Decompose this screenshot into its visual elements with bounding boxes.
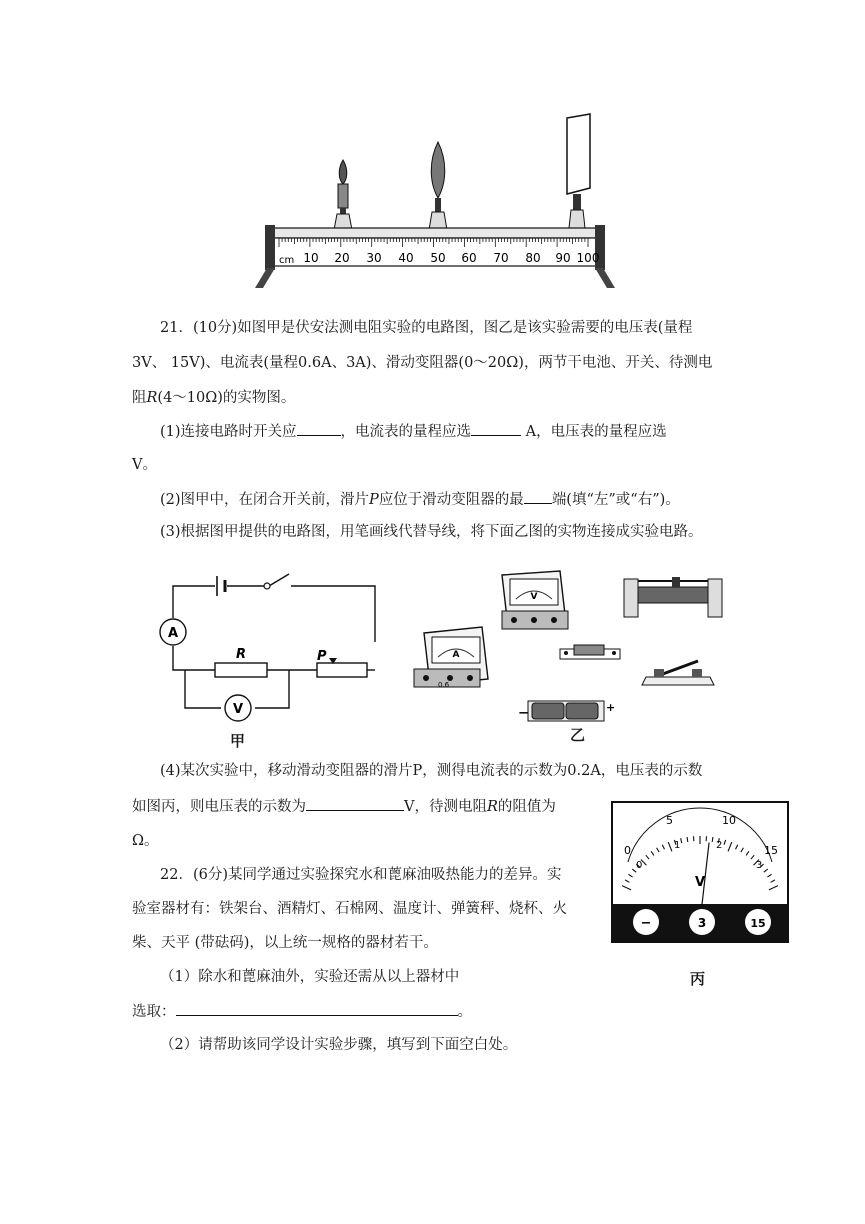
figure-caption-bing: 丙 — [690, 970, 706, 988]
battery-device — [518, 701, 615, 721]
ammeter-label: A — [167, 626, 179, 641]
dial-label: 2 — [716, 840, 723, 851]
figure-caption-jia: 甲 — [230, 732, 246, 750]
rheostat-device — [624, 577, 722, 617]
terminal-label: 3 — [697, 916, 707, 930]
bench-label: 40 — [398, 251, 414, 265]
q22-line2: 验室器材有：铁架台、酒精灯、石棉网、温度计、弹簧秤、烧杯、火 — [132, 901, 567, 917]
q22-sub1-line2 — [132, 1001, 472, 1022]
resistor-symbol: R — [486, 799, 498, 815]
q22-line3: 柴、天平 (带砝码)，以上统一规格的器材若干。 — [132, 935, 438, 951]
bench-label: 30 — [366, 251, 382, 265]
dial-tick — [712, 837, 713, 842]
bench-label: 50 — [430, 251, 446, 265]
q21-sub4-line2 — [132, 796, 556, 817]
apparatus-figure — [410, 565, 730, 725]
ammeter-device — [414, 627, 488, 689]
dial-label: 1 — [674, 840, 681, 851]
q21-text: (2)图甲中，在闭合开关前，滑片 — [160, 492, 370, 508]
bench-label: 80 — [525, 251, 541, 265]
q22-line1: 22．(6分)某同学通过实验探究水和蓖麻油吸热能力的差异。实 — [160, 867, 562, 883]
q21-line3 — [132, 388, 295, 408]
battery-minus-label: − — [518, 706, 529, 721]
bench-label: 10 — [303, 251, 319, 265]
dial-label: 0 — [624, 844, 631, 857]
resistor-device — [560, 645, 620, 659]
bench-label: 70 — [493, 251, 509, 265]
answer-blank-slider-end[interactable] — [524, 489, 552, 504]
lens — [429, 142, 447, 230]
q21-sub4-line3: Ω。 — [132, 833, 159, 849]
q21-text: ，电流表的量程应选 — [340, 424, 472, 440]
q22-sub2: （2）请帮助该同学设计实验步骤，填写到下面空白处。 — [160, 1037, 518, 1053]
q21-sub1-end: V。 — [132, 457, 157, 473]
bench-label: 20 — [334, 251, 350, 265]
answer-blank-equipment[interactable] — [176, 1001, 458, 1016]
q21-text: A，电压表的量程应选 — [521, 424, 667, 440]
svg-text:V: V — [530, 592, 538, 602]
circuit-diagram — [155, 568, 390, 728]
terminal-label: 15 — [750, 917, 766, 930]
q21-text: 端(填“左”或“右”)。 — [551, 492, 680, 508]
q21-line1: 21．(10分)如图甲是伏安法测电阻实验的电路图，图乙是该实验需要的电压表(量程 — [160, 320, 693, 336]
rheostat-symbol — [317, 663, 367, 677]
answer-blank-switch[interactable] — [297, 421, 341, 436]
figure-caption-yi: 乙 — [570, 726, 586, 744]
dial-tick — [687, 837, 688, 842]
dial-label: 10 — [722, 814, 736, 827]
q21-sub2 — [160, 489, 680, 510]
answer-blank-ammeter-range[interactable] — [471, 421, 521, 436]
dial-label: 15 — [764, 844, 778, 857]
answer-blank-voltage[interactable] — [306, 796, 404, 811]
candle — [334, 160, 352, 230]
bench-label: 90 — [555, 251, 571, 265]
q22-sub1: （1）除水和蓖麻油外，实验还需从以上器材中 — [160, 969, 460, 985]
bench-label: 60 — [461, 251, 477, 265]
voltmeter-label: V — [232, 702, 244, 717]
bench-label: 100 — [576, 251, 600, 265]
q21-sub3: (3)根据图甲提供的电路图，用笔画线代替导线，将下面乙图的实物连接成实验电路。 — [160, 524, 703, 540]
slider-symbol: P — [369, 492, 379, 508]
ammeter-range-label: 0.6 — [438, 681, 450, 689]
optical-bench-figure — [245, 110, 615, 290]
slider-label: P — [317, 649, 327, 664]
dial-label: 0 — [636, 860, 643, 871]
switch-device — [642, 661, 714, 685]
voltmeter-device — [502, 571, 568, 629]
bench-unit: cm — [279, 255, 295, 266]
q21-text: V，待测电阻 — [404, 799, 487, 815]
q22-text: 。 — [457, 1004, 472, 1020]
dial-label: 3 — [756, 860, 763, 871]
dial-unit: V — [694, 875, 706, 890]
q21-text: 阻 — [132, 390, 147, 406]
q21-sub4-line1: (4)某次实验中，移动滑动变阻器的滑片P，测得电流表的示数为0.2A，电压表的示数 — [160, 763, 703, 779]
q21-text: 如图丙，则电压表的示数为 — [132, 799, 306, 815]
resistor-symbol — [215, 663, 267, 677]
q21-text: 应位于滑动变阻器的最 — [378, 492, 524, 508]
q22-text: 选取： — [132, 1004, 176, 1020]
q21-text: (4～10Ω)的实物图。 — [157, 390, 296, 406]
resistor-label: R — [235, 647, 247, 662]
q21-sub1 — [160, 421, 667, 442]
terminal-label: − — [640, 916, 652, 931]
q21-text: 的阻值为 — [497, 799, 556, 815]
dial-label: 5 — [666, 814, 673, 827]
voltmeter-dial-figure — [610, 800, 790, 945]
q21-line2: 3V、 15V)、电流表(量程0.6A、3A)、滑动变阻器(0～20Ω)，两节干电池、开关、待测电 — [132, 355, 713, 371]
q21-text: (1)连接电路时开关应 — [160, 424, 297, 440]
screen — [567, 114, 590, 228]
battery-plus-label: + — [606, 701, 616, 714]
resistor-symbol: R — [146, 390, 158, 406]
svg-text:A: A — [452, 650, 460, 660]
